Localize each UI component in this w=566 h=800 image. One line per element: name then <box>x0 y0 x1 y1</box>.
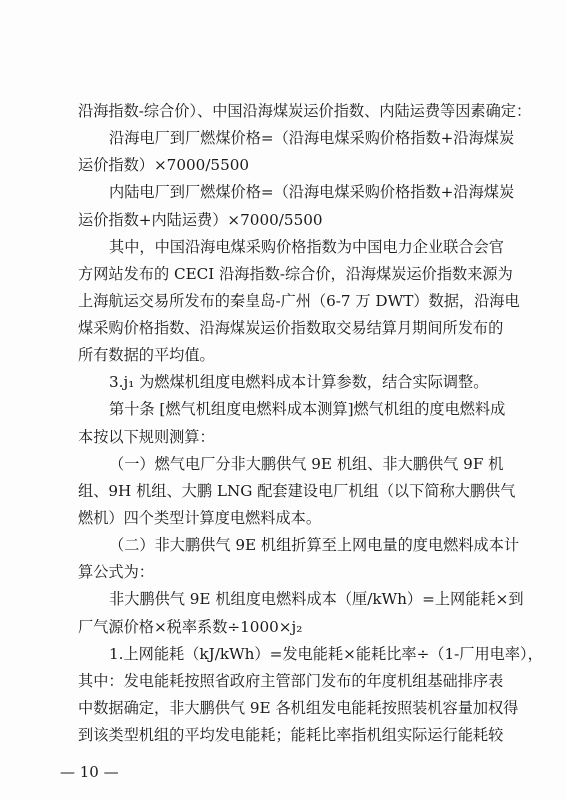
text-line: 厂气源价格×税率系数÷1000×j₂ <box>78 617 303 636</box>
text-line: 其中：发电能耗按照省政府主管部门发布的年度机组基础排序表 <box>78 671 504 690</box>
text-line: 上海航运交易所发布的秦皇岛-广州（6-7 万 DWT）数据，沿海电 <box>78 291 520 310</box>
text-line: 本按以下规则测算： <box>78 427 215 446</box>
text-line: 运价指数）×7000/5500 <box>78 156 250 175</box>
page-number: — 10 — <box>60 763 119 781</box>
text-line: 沿海指数-综合价）、中国沿海煤炭运价指数、内陆运费等因素确定： <box>78 102 532 120</box>
text-line: 其中，中国沿海电煤采购价格指数为中国电力企业联合会官 <box>109 237 504 256</box>
text-line: 中数据确定，非大鹏供气 9E 各机组发电能耗按照装机容量加权得 <box>78 698 519 717</box>
text-line: 1.上网能耗（kJ/kWh）=发电能耗×能耗比率÷（1-厂用电率）， <box>109 644 543 663</box>
text-line: 煤采购价格指数、沿海煤炭运价指数取交易结算月期间所发布的 <box>78 319 504 337</box>
text-line: 燃机）四个类型计算度电燃料成本。 <box>78 509 321 527</box>
text-line: 方网站发布的 CECI 沿海指数-综合价，沿海煤炭运价指数来源为 <box>78 264 513 283</box>
text-line: 运价指数+内陆运费）×7000/5500 <box>78 210 323 229</box>
text-line: 算公式为： <box>78 563 154 582</box>
text-line: 到该类型机组的平均发电能耗；能耗比率指机组实际运行能耗较 <box>78 726 504 744</box>
text-line: 内陆电厂到厂燃煤价格=（沿海电煤采购价格指数+沿海煤炭 <box>109 183 515 202</box>
text-line: 沿海电厂到厂燃煤价格=（沿海电煤采购价格指数+沿海煤炭 <box>109 129 515 148</box>
text-line: 所有数据的平均值。 <box>78 346 215 365</box>
text-line: 3.j₁ 为燃煤机组度电燃料成本计算参数，结合实际调整。 <box>109 373 489 392</box>
text-line: （一）燃气电厂分非大鹏供气 9E 机组、非大鹏供气 9F 机 <box>109 454 504 473</box>
text-line: 组、9H 机组、大鹏 LNG 配套建设电厂机组（以下简称大鹏供气 <box>78 481 516 500</box>
text-line: 第十条 [燃气机组度电燃料成本测算]燃气机组的度电燃料成 <box>109 400 506 419</box>
text-line: （二）非大鹏供气 9E 机组折算至上网电量的度电燃料成本计 <box>109 536 520 555</box>
text-line: 非大鹏供气 9E 机组度电燃料成本（厘/kWh）=上网能耗×到 <box>109 590 524 609</box>
